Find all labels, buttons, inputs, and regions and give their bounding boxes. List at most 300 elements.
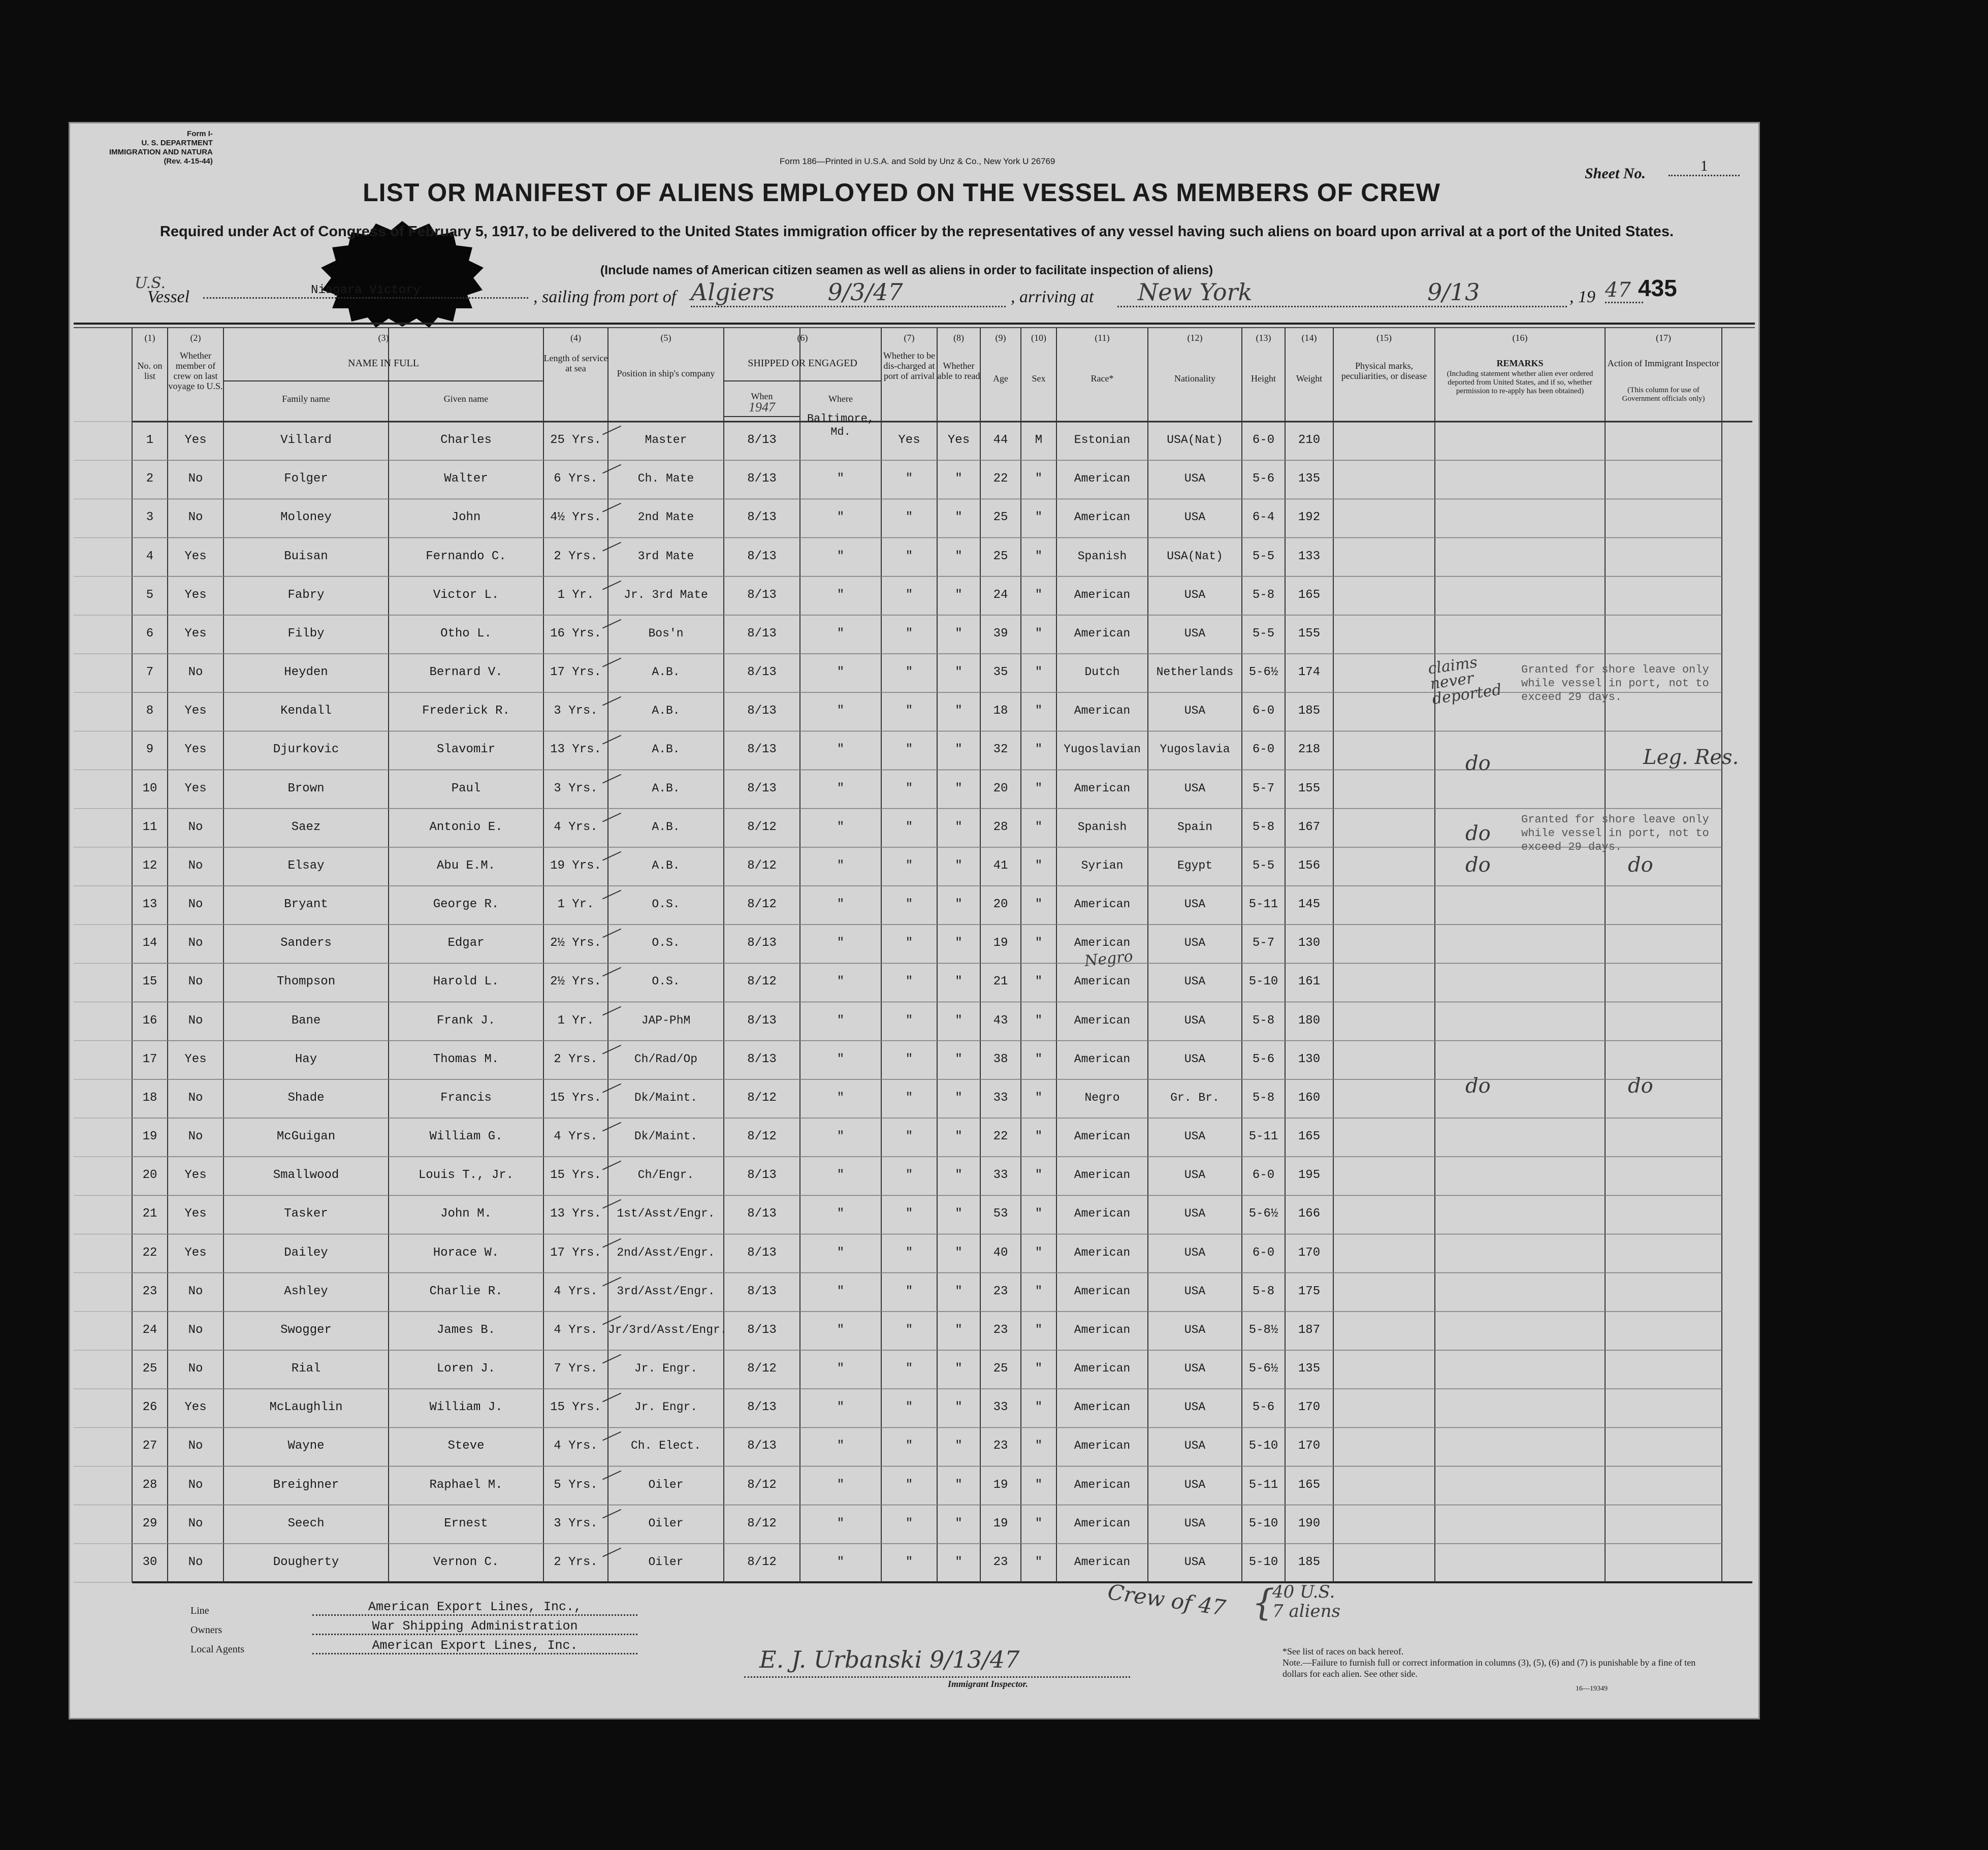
line-label: Line <box>190 1605 209 1616</box>
cell-disch: " <box>905 975 913 989</box>
cell-given: Abu E.M. <box>436 858 496 873</box>
cell-last: Yes <box>184 626 207 641</box>
cell-family: Seech <box>287 1516 325 1530</box>
cell-position: Bos'n <box>648 626 684 640</box>
cell-given: Slavomir <box>436 743 496 757</box>
cell-when: 8/13 <box>747 511 777 525</box>
vessel-label: Vessel <box>147 288 190 306</box>
cell-when: 8/13 <box>747 1400 777 1415</box>
cell-disch: " <box>905 1439 913 1453</box>
cell-where: " <box>837 588 845 602</box>
table-row <box>69 615 1760 654</box>
cell-age: 33 <box>993 1400 1008 1415</box>
cell-when: 8/13 <box>747 1013 777 1028</box>
cell-where: " <box>837 665 845 680</box>
cell-position: Ch/Rad/Op <box>634 1052 698 1066</box>
cell-age: 23 <box>993 1555 1008 1569</box>
cell-weight: 190 <box>1298 1516 1321 1530</box>
col-header-height: Height <box>1251 373 1276 384</box>
race-hand-row-15: Negro <box>1083 947 1134 970</box>
cell-age: 21 <box>993 975 1008 989</box>
cell-last: No <box>188 898 203 912</box>
cell-given: Bernard V. <box>429 665 503 680</box>
cell-position: A.B. <box>652 743 680 756</box>
cell-age: 32 <box>993 743 1008 757</box>
cell-height: 5-6½ <box>1248 665 1278 680</box>
col-num-7: (7) <box>904 333 915 343</box>
cell-service: 15 Yrs. <box>550 1168 601 1183</box>
cell-height: 5-6 <box>1252 1052 1275 1066</box>
cell-sex: " <box>1035 1013 1043 1028</box>
form-block-line: Form I- <box>187 130 213 138</box>
cell-nat: USA <box>1184 898 1206 911</box>
cell-nat: USA <box>1184 1013 1206 1027</box>
cell-sex: M <box>1035 433 1043 448</box>
cell-family: Dougherty <box>273 1555 339 1569</box>
cell-where: " <box>837 704 845 718</box>
cell-read: " <box>955 549 963 563</box>
cell-when: 8/13 <box>747 588 777 602</box>
cell-race: American <box>1074 1516 1131 1530</box>
cell-weight: 185 <box>1298 1555 1321 1569</box>
cell-where: " <box>837 472 845 486</box>
inspector-signature-block <box>744 1646 1130 1689</box>
table-row <box>69 1002 1760 1041</box>
cell-service: 15 Yrs. <box>550 1091 601 1105</box>
cell-position: Ch/Engr. <box>637 1168 694 1182</box>
cell-weight: 170 <box>1298 1246 1321 1260</box>
cell-nat: USA <box>1184 1478 1206 1491</box>
cell-race: Syrian <box>1081 858 1124 872</box>
cell-when: 8/13 <box>747 1207 777 1221</box>
cell-nat: USA <box>1184 511 1206 524</box>
cell-given: Paul <box>451 781 481 795</box>
cell-race: American <box>1074 898 1131 911</box>
cell-position: Jr. Engr. <box>634 1400 698 1414</box>
cell-given: John M. <box>440 1207 492 1221</box>
col-header-when-year: 1947 <box>749 400 775 414</box>
cell-read: " <box>955 781 963 795</box>
cell-position: O.S. <box>652 975 680 988</box>
cell-no: 15 <box>142 975 157 989</box>
table-row <box>69 886 1760 924</box>
line-value: American Export Lines, Inc., <box>312 1600 637 1616</box>
cell-position: 3rd Mate <box>637 549 694 563</box>
col-header-when: When <box>751 391 773 401</box>
cell-race: American <box>1074 1246 1131 1259</box>
cell-last: No <box>188 1091 203 1105</box>
cell-where: " <box>837 1246 845 1260</box>
cell-service: 1 Yr. <box>557 1013 594 1028</box>
cell-read: " <box>955 1323 963 1337</box>
form-code: 16—19349 <box>1576 1685 1608 1693</box>
cell-where: " <box>837 975 845 989</box>
cell-height: 6-0 <box>1252 1246 1275 1260</box>
cell-height: 5-5 <box>1252 549 1275 563</box>
cell-no: 13 <box>142 898 157 912</box>
cell-sex: " <box>1035 743 1043 757</box>
cell-height: 5-10 <box>1248 975 1278 989</box>
cell-no: 8 <box>146 704 154 718</box>
cell-age: 33 <box>993 1091 1008 1105</box>
cell-position: A.B. <box>652 665 680 679</box>
cell-age: 20 <box>993 898 1008 912</box>
cell-race: Estonian <box>1074 433 1131 447</box>
cell-age: 25 <box>993 511 1008 525</box>
cell-disch: " <box>905 472 913 486</box>
cell-no: 12 <box>142 858 157 873</box>
cell-sex: " <box>1035 975 1043 989</box>
col-header-remarks: REMARKS <box>1496 358 1544 368</box>
cell-weight: 156 <box>1298 858 1321 873</box>
cell-family: Rial <box>291 1362 321 1376</box>
cell-service: 4 Yrs. <box>554 1439 598 1453</box>
cell-when: 8/12 <box>747 858 777 873</box>
col-num-4: (4) <box>570 333 581 343</box>
cell-last: Yes <box>184 1052 207 1066</box>
cell-given: Vernon C. <box>433 1555 499 1569</box>
col-header-discharged: Whether to be dis-charged at port of arrival <box>883 350 935 381</box>
cell-position: Dk/Maint. <box>634 1130 698 1143</box>
cell-given: Horace W. <box>433 1246 499 1260</box>
remark-ditto-row-18: do <box>1465 1074 1491 1098</box>
crew-us-count: 40 U.S. <box>1272 1582 1335 1602</box>
col-header-remarks-sub: (Including statement whether alien ever ordered deported from United States, and if so, whether permission to re-apply has been obtained) <box>1447 370 1593 395</box>
cell-where: " <box>837 1013 845 1028</box>
cell-race: Dutch <box>1084 665 1120 679</box>
cell-race: American <box>1074 1478 1131 1491</box>
cell-disch: " <box>905 704 913 718</box>
cell-no: 23 <box>142 1284 157 1298</box>
cell-sex: " <box>1035 1130 1043 1144</box>
cell-race: American <box>1074 1323 1131 1336</box>
cell-disch: " <box>905 1130 913 1144</box>
cell-nat: USA <box>1184 472 1206 486</box>
cell-last: No <box>188 936 203 950</box>
cell-weight: 210 <box>1298 433 1321 448</box>
arriving-port-name: New York <box>1138 278 1253 306</box>
cell-sex: " <box>1035 820 1043 834</box>
col-num-6: (6) <box>797 333 808 343</box>
cell-read: " <box>955 936 963 950</box>
cell-nat: USA <box>1184 1284 1206 1298</box>
cell-nat: USA <box>1184 1052 1206 1066</box>
cell-service: 15 Yrs. <box>550 1400 601 1415</box>
cell-nat: Netherlands <box>1156 665 1234 679</box>
action-row-18: do <box>1628 1074 1653 1098</box>
cell-read: " <box>955 1284 963 1298</box>
cell-height: 6-0 <box>1252 743 1275 757</box>
cell-where: " <box>837 1400 845 1415</box>
cell-race: American <box>1074 975 1131 988</box>
cell-weight: 195 <box>1298 1168 1321 1183</box>
cell-service: 3 Yrs. <box>554 781 598 795</box>
cell-height: 5-8½ <box>1248 1323 1278 1337</box>
vessel-name: Niagara Victory <box>203 283 528 299</box>
cell-service: 17 Yrs. <box>550 1246 601 1260</box>
cell-sex: " <box>1035 665 1043 680</box>
cell-where: " <box>837 1478 845 1492</box>
table-row <box>69 731 1760 770</box>
cell-age: 25 <box>993 549 1008 563</box>
footer-row-line <box>190 1600 648 1617</box>
cell-family: Hay <box>295 1052 317 1066</box>
cell-age: 25 <box>993 1362 1008 1376</box>
cell-service: 17 Yrs. <box>550 665 601 680</box>
page-number: 435 <box>1638 275 1677 301</box>
cell-no: 6 <box>146 626 154 641</box>
cell-height: 5-10 <box>1248 1555 1278 1569</box>
table-row <box>69 1389 1760 1427</box>
cell-position: A.B. <box>652 781 680 795</box>
table-row <box>69 924 1760 963</box>
cell-position: 3rd/Asst/Engr. <box>617 1284 715 1298</box>
cell-last: Yes <box>184 1400 207 1415</box>
cell-last: Yes <box>184 1246 207 1260</box>
cell-sex: " <box>1035 1478 1043 1492</box>
cell-race: American <box>1074 1400 1131 1414</box>
table-row <box>69 1312 1760 1350</box>
cell-no: 22 <box>142 1246 157 1260</box>
cell-no: 28 <box>142 1478 157 1492</box>
cell-when: 8/12 <box>747 898 777 912</box>
sailing-label: , sailing from port of <box>533 288 677 306</box>
cell-given: Louis T., Jr. <box>418 1168 514 1183</box>
cell-height: 5-10 <box>1248 1439 1278 1453</box>
cell-when: 8/12 <box>747 820 777 834</box>
table-row <box>69 577 1760 615</box>
cell-age: 41 <box>993 858 1008 873</box>
cell-last: No <box>188 1323 203 1337</box>
inspector-signature: E. J. Urbanski 9/13/47 <box>744 1646 1130 1678</box>
cell-height: 6-0 <box>1252 704 1275 718</box>
cell-last: No <box>188 472 203 486</box>
cell-family: Thompson <box>276 975 336 989</box>
cell-service: 4½ Yrs. <box>550 511 601 525</box>
cell-no: 1 <box>146 433 154 448</box>
cell-no: 7 <box>146 665 154 680</box>
cell-nat: USA <box>1184 626 1206 640</box>
cell-position: A.B. <box>652 858 680 872</box>
cell-age: 38 <box>993 1052 1008 1066</box>
cell-last: Yes <box>184 588 207 602</box>
cell-height: 5-8 <box>1252 1284 1275 1298</box>
cell-no: 27 <box>142 1439 157 1453</box>
col-num-12: (12) <box>1187 333 1203 343</box>
cell-last: Yes <box>184 781 207 795</box>
cell-position: Ch. Elect. <box>630 1439 701 1453</box>
cell-sex: " <box>1035 781 1043 795</box>
cell-position: O.S. <box>652 898 680 911</box>
cell-family: Heyden <box>284 665 328 680</box>
cell-service: 7 Yrs. <box>554 1362 598 1376</box>
cell-given: Antonio E. <box>429 820 503 834</box>
cell-disch: " <box>905 781 913 795</box>
table-row <box>69 499 1760 537</box>
cell-read: " <box>955 743 963 757</box>
cell-service: 5 Yrs. <box>554 1478 598 1492</box>
cell-family: Villard <box>280 433 332 448</box>
cell-age: 22 <box>993 472 1008 486</box>
cell-no: 16 <box>142 1013 157 1028</box>
cell-sex: " <box>1035 704 1043 718</box>
cell-disch: " <box>905 1207 913 1221</box>
cell-sex: " <box>1035 1168 1043 1183</box>
cell-given: Loren J. <box>436 1362 496 1376</box>
cell-race: Yugoslavian <box>1064 743 1141 756</box>
cell-disch: " <box>905 1052 913 1066</box>
col-num-11: (11) <box>1095 333 1110 343</box>
cell-given: John <box>451 511 481 525</box>
cell-weight: 130 <box>1298 936 1321 950</box>
cell-family: Fabry <box>287 588 325 602</box>
cell-race: American <box>1074 936 1131 950</box>
footer-notes <box>1282 1646 1699 1695</box>
cell-when: 8/13 <box>747 743 777 757</box>
col-header-shipped: SHIPPED OR ENGAGED <box>748 358 857 369</box>
cell-height: 5-10 <box>1248 1516 1278 1530</box>
col-num-15: (15) <box>1376 333 1392 343</box>
col-header-nationality: Nationality <box>1174 373 1215 384</box>
cell-when: 8/12 <box>747 1478 777 1492</box>
cell-height: 5-11 <box>1248 1478 1278 1492</box>
cell-sex: " <box>1035 626 1043 641</box>
cell-race: American <box>1074 626 1131 640</box>
table-row <box>69 1427 1760 1466</box>
cell-given: Otho L. <box>440 626 492 641</box>
cell-nat: USA <box>1184 1207 1206 1221</box>
cell-nat: Gr. Br. <box>1170 1091 1220 1104</box>
cell-race: American <box>1074 1362 1131 1376</box>
cell-no: 4 <box>146 549 154 563</box>
cell-age: 19 <box>993 936 1008 950</box>
col-num-13: (13) <box>1256 333 1271 343</box>
col-header-service: Length of service at sea <box>543 353 608 373</box>
table-row <box>69 1118 1760 1157</box>
cell-sex: " <box>1035 549 1043 563</box>
cell-position: Dk/Maint. <box>634 1091 698 1104</box>
cell-height: 5-8 <box>1252 1013 1275 1028</box>
cell-height: 5-6 <box>1252 1400 1275 1415</box>
cell-read: " <box>955 1362 963 1376</box>
cell-family: McLaughlin <box>269 1400 343 1415</box>
cell-last: No <box>188 1478 203 1492</box>
cell-sex: " <box>1035 1362 1043 1376</box>
cell-no: 9 <box>146 743 154 757</box>
cell-height: 6-0 <box>1252 1168 1275 1183</box>
action-row-12: do <box>1628 853 1653 877</box>
cell-family: Wayne <box>287 1439 325 1453</box>
cell-nat: USA(Nat) <box>1167 433 1223 447</box>
cell-sex: " <box>1035 1439 1043 1453</box>
table-row <box>69 1079 1760 1118</box>
cell-sex: " <box>1035 1400 1043 1415</box>
cell-last: No <box>188 975 203 989</box>
cell-race: American <box>1074 1013 1131 1027</box>
cell-when: 8/13 <box>747 1439 777 1453</box>
cell-height: 5-6½ <box>1248 1207 1278 1221</box>
cell-when: 8/12 <box>747 975 777 989</box>
cell-read: " <box>955 1555 963 1569</box>
cell-sex: " <box>1035 1323 1043 1337</box>
races-note: *See list of races on back hereof. <box>1282 1646 1404 1656</box>
cell-sex: " <box>1035 1246 1043 1260</box>
cell-height: 5-11 <box>1248 1130 1278 1144</box>
cell-family: Djurkovic <box>273 743 339 757</box>
cell-where: " <box>837 1052 845 1066</box>
cell-age: 28 <box>993 820 1008 834</box>
cell-service: 1 Yr. <box>557 898 594 912</box>
arriving-label: , arriving at <box>1011 288 1094 306</box>
cell-age: 40 <box>993 1246 1008 1260</box>
cell-race: Spanish <box>1077 820 1127 834</box>
cell-weight: 155 <box>1298 781 1321 795</box>
cell-disch: Yes <box>898 433 920 448</box>
col-num-16: (16) <box>1512 333 1528 343</box>
remark-typed-row-7: Granted for shore leave only while vessel in port, not to exceed 29 days. <box>1521 663 1709 704</box>
cell-sex: " <box>1035 1052 1043 1066</box>
col-header-given: Given name <box>443 394 489 404</box>
sailing-date: 9/3/47 <box>827 278 903 306</box>
remark-ditto-row-9: do <box>1465 752 1491 775</box>
cell-weight: 135 <box>1298 472 1321 486</box>
cell-when: 8/13 <box>747 704 777 718</box>
cell-weight: 187 <box>1298 1323 1321 1337</box>
cell-race: American <box>1074 781 1131 795</box>
cell-weight: 174 <box>1298 665 1321 680</box>
cell-position: JAP-PhM <box>641 1013 691 1027</box>
cell-given: Charles <box>440 433 492 448</box>
cell-family: Elsay <box>287 858 325 873</box>
cell-service: 6 Yrs. <box>554 472 598 486</box>
cell-weight: 130 <box>1298 1052 1321 1066</box>
cell-disch: " <box>905 1323 913 1337</box>
cell-position: 2nd Mate <box>637 511 694 524</box>
table-row <box>69 538 1760 577</box>
remark-ditto-row-12: do <box>1465 853 1491 877</box>
cell-read: " <box>955 1091 963 1105</box>
cell-service: 4 Yrs. <box>554 1323 598 1337</box>
cell-nat: USA <box>1184 1323 1206 1336</box>
cell-family: Brown <box>287 781 325 795</box>
cell-read: " <box>955 1207 963 1221</box>
cell-family: Saez <box>291 820 321 834</box>
cell-family: Bane <box>291 1013 321 1028</box>
cell-weight: 165 <box>1298 1478 1321 1492</box>
cell-where: " <box>837 511 845 525</box>
cell-nat: USA <box>1184 704 1206 718</box>
cell-service: 25 Yrs. <box>550 433 601 448</box>
cell-last: No <box>188 665 203 680</box>
cell-family: Ashley <box>284 1284 328 1298</box>
cell-given: Edgar <box>447 936 485 950</box>
cell-weight: 133 <box>1298 549 1321 563</box>
cell-age: 39 <box>993 626 1008 641</box>
cell-disch: " <box>905 1478 913 1492</box>
cell-position: Oiler <box>648 1478 684 1491</box>
col-header-position: Position in ship's company <box>617 368 715 378</box>
cell-position: Master <box>645 433 687 447</box>
cell-nat: Yugoslavia <box>1160 743 1230 756</box>
printer-note: Form 186—Printed in U.S.A. and Sold by Unz & Co., New York U 26769 <box>780 156 1055 166</box>
cell-service: 4 Yrs. <box>554 820 598 834</box>
cell-given: Thomas M. <box>433 1052 499 1066</box>
cell-no: 30 <box>142 1555 157 1569</box>
col-num-3: (3) <box>378 333 389 343</box>
cell-given: William J. <box>429 1400 503 1415</box>
owners-value: War Shipping Administration <box>312 1619 637 1635</box>
cell-disch: " <box>905 588 913 602</box>
